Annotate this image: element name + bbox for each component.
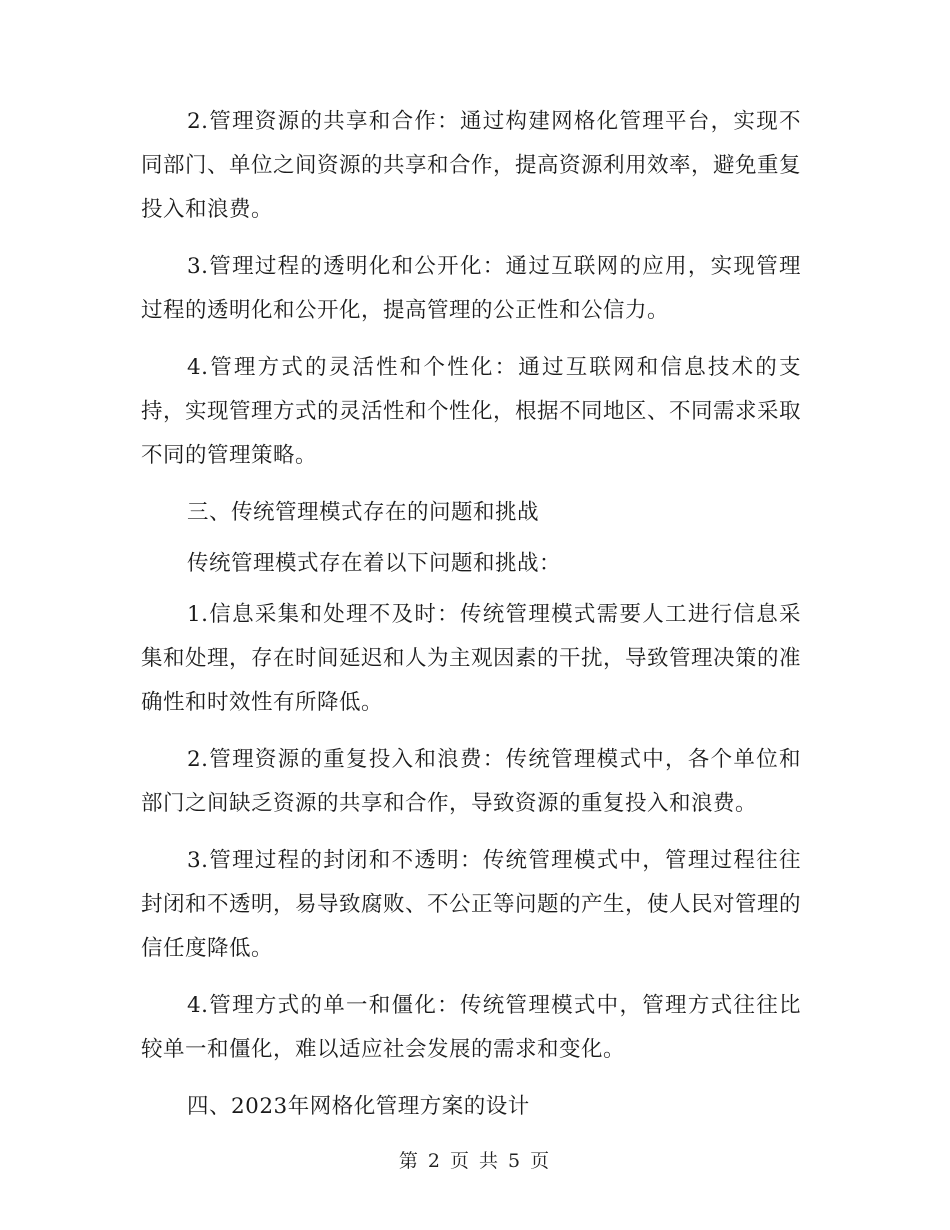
section-heading-3: 三、传统管理模式存在的问题和挑战 xyxy=(187,500,540,525)
paragraph-problem-4: 4.管理方式的单一和僵化：传统管理模式中，管理方式往往比较单一和僵化，难以适应社会发展的需求和变化。 xyxy=(141,993,801,1062)
page-number: 第 2 页 共 5 页 xyxy=(398,1150,552,1172)
paragraph-transparency: 3.管理过程的透明化和公开化：通过互联网的应用，实现管理过程的透明化和公开化，提高管理的公正性和公信力。 xyxy=(141,254,801,323)
paragraph-flexibility: 4.管理方式的灵活性和个性化：通过互联网和信息技术的支持，实现管理方式的灵活性和个性化，根据不同地区、不同需求采取不同的管理策略。 xyxy=(141,355,802,468)
paragraph-intro-problems: 传统管理模式存在着以下问题和挑战： xyxy=(187,551,562,576)
paragraph-problem-2: 2.管理资源的重复投入和浪费：传统管理模式中，各个单位和部门之间缺乏资源的共享和合作，导致资源的重复投入和浪费。 xyxy=(141,747,801,816)
paragraph-problem-1: 1.信息采集和处理不及时：传统管理模式需要人工进行信息采集和处理，存在时间延迟和人为主观因素的干扰，导致管理决策的准确性和时效性有所降低。 xyxy=(141,602,802,715)
section-heading-4: 四、2023年网格化管理方案的设计 xyxy=(187,1094,530,1119)
paragraph-problem-3: 3.管理过程的封闭和不透明：传统管理模式中，管理过程往往封闭和不透明，易导致腐败、不公正等问题的产生，使人民对管理的信任度降低。 xyxy=(141,848,802,961)
document-body xyxy=(141,100,801,1136)
paragraph-resource-sharing: 2.管理资源的共享和合作：通过构建网格化管理平台，实现不同部门、单位之间资源的共享和合作，提高资源利用效率，避免重复投入和浪费。 xyxy=(141,109,802,222)
